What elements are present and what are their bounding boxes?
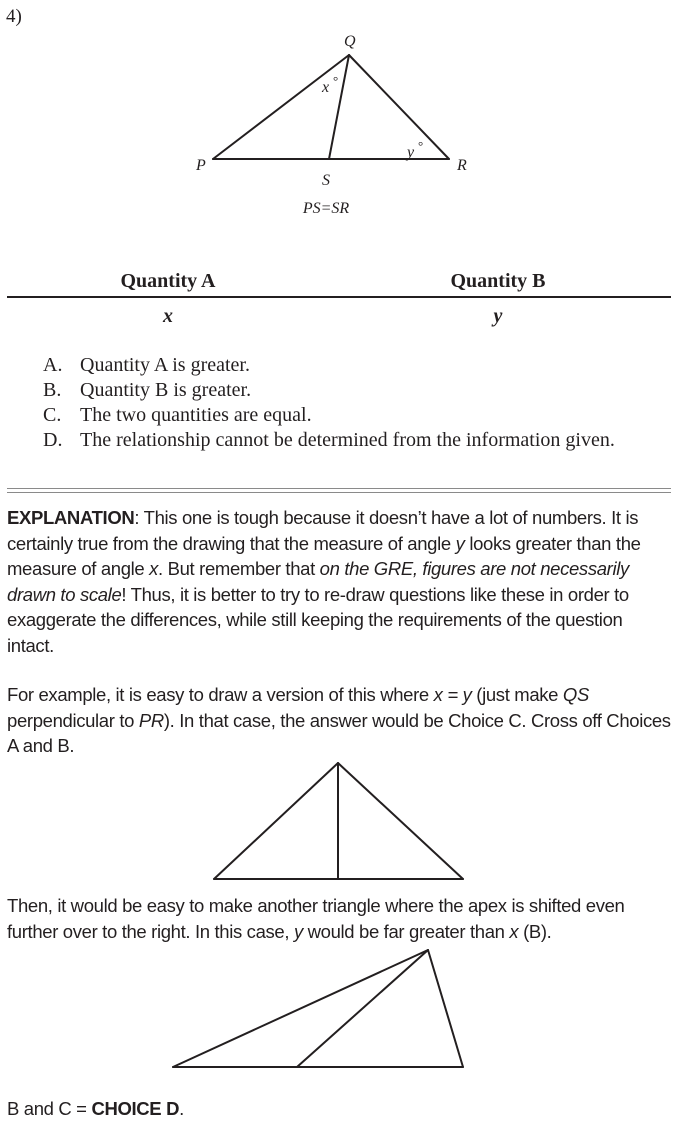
text-run: For example, it is easy to draw a version of this where [7,684,434,705]
quantity-divider [7,296,671,298]
choice-a[interactable] [43,353,643,378]
side-pq [213,55,349,159]
segment-name-pr: PR [138,709,164,731]
choice-letter: A. [43,354,63,376]
degree-mark-y: ° [418,138,424,153]
choice-letter: D. [43,429,63,451]
explanation-paragraph-1 [7,505,671,658]
text-run: . But remember that [158,558,320,579]
equation: x = y [433,684,472,705]
angle-label-x: x [322,79,330,96]
text-run: ! Thus, it is better to try to re-draw questions like these in order to exaggerate the differences, while still keeping the requirements of the question intact. [7,583,629,656]
variable-x: x [149,558,159,579]
side-right [428,950,463,1067]
explanation-label: EXPLANATION [7,507,135,528]
choice-b[interactable] [43,378,643,403]
choice-c[interactable] [43,403,643,428]
choice-d[interactable] [43,428,643,453]
choice-letter: B. [43,379,62,401]
choice-letter: C. [43,404,62,426]
text-run: : This one is tough because it doesn’t have a lot of numbers. It is certainly true from the drawing that the measure of angle [7,507,639,554]
vertex-label-q: Q [344,33,356,50]
variable-y: y [455,532,465,554]
cevian [297,950,428,1067]
variable-x: x [509,920,519,942]
answer-choices [43,353,643,453]
text-run: (B). [518,920,552,942]
answer-conclusion [7,1096,671,1122]
variable-y: y [293,920,303,942]
choice-text: The relationship cannot be determined from the information given. [80,429,615,451]
side-qr [349,55,449,159]
text-run: perpendicular to [7,709,139,731]
vertex-label-s: S [322,172,330,189]
choice-text: Quantity A is greater. [80,354,250,376]
choice-text: Quantity B is greater. [80,379,252,401]
figure-caption: PS=SR [302,200,350,217]
text-run: Then, it would be easy to make another triangle where the apex is shifted even further over to the right. In this case, [7,895,625,942]
text-run: looks greater than the measure of angle [7,532,641,579]
segment-name-qs: QS [562,684,589,705]
text-run: would be far greater than [302,920,510,942]
degree-mark-x: ° [333,73,339,88]
side-left [214,763,338,879]
vertex-label-r: R [457,157,467,174]
segment-qs [329,55,349,159]
quantity-a-value: x [163,305,173,327]
angle-label-y: y [407,144,415,161]
text-run: ). In that case, the answer would be Choice C. Cross off Choices A and B. [7,709,671,756]
emphasis-text: on the GRE, figures are not necessarily drawn to scale [7,558,629,605]
choice-text: The two quantities are equal. [80,404,312,426]
triangle-figure [0,0,679,230]
quantity-b-header: Quantity B [450,270,546,292]
explanation-paragraph-3 [7,893,671,944]
text-run: . [179,1098,184,1119]
quantity-a-header: Quantity A [120,270,216,292]
section-divider [7,488,671,493]
side-left [173,950,428,1067]
explanation-paragraph-2 [7,682,671,759]
question-number: 4) [6,6,22,27]
text-run: B and C = [7,1098,92,1119]
final-answer: CHOICE D [91,1098,180,1119]
vertex-label-p: P [196,157,206,174]
isosceles-triangle-figure [0,755,679,885]
text-run: (just make [471,684,563,705]
side-right [338,763,463,879]
quantity-b-value: y [493,305,503,327]
skewed-triangle-figure [0,945,679,1075]
